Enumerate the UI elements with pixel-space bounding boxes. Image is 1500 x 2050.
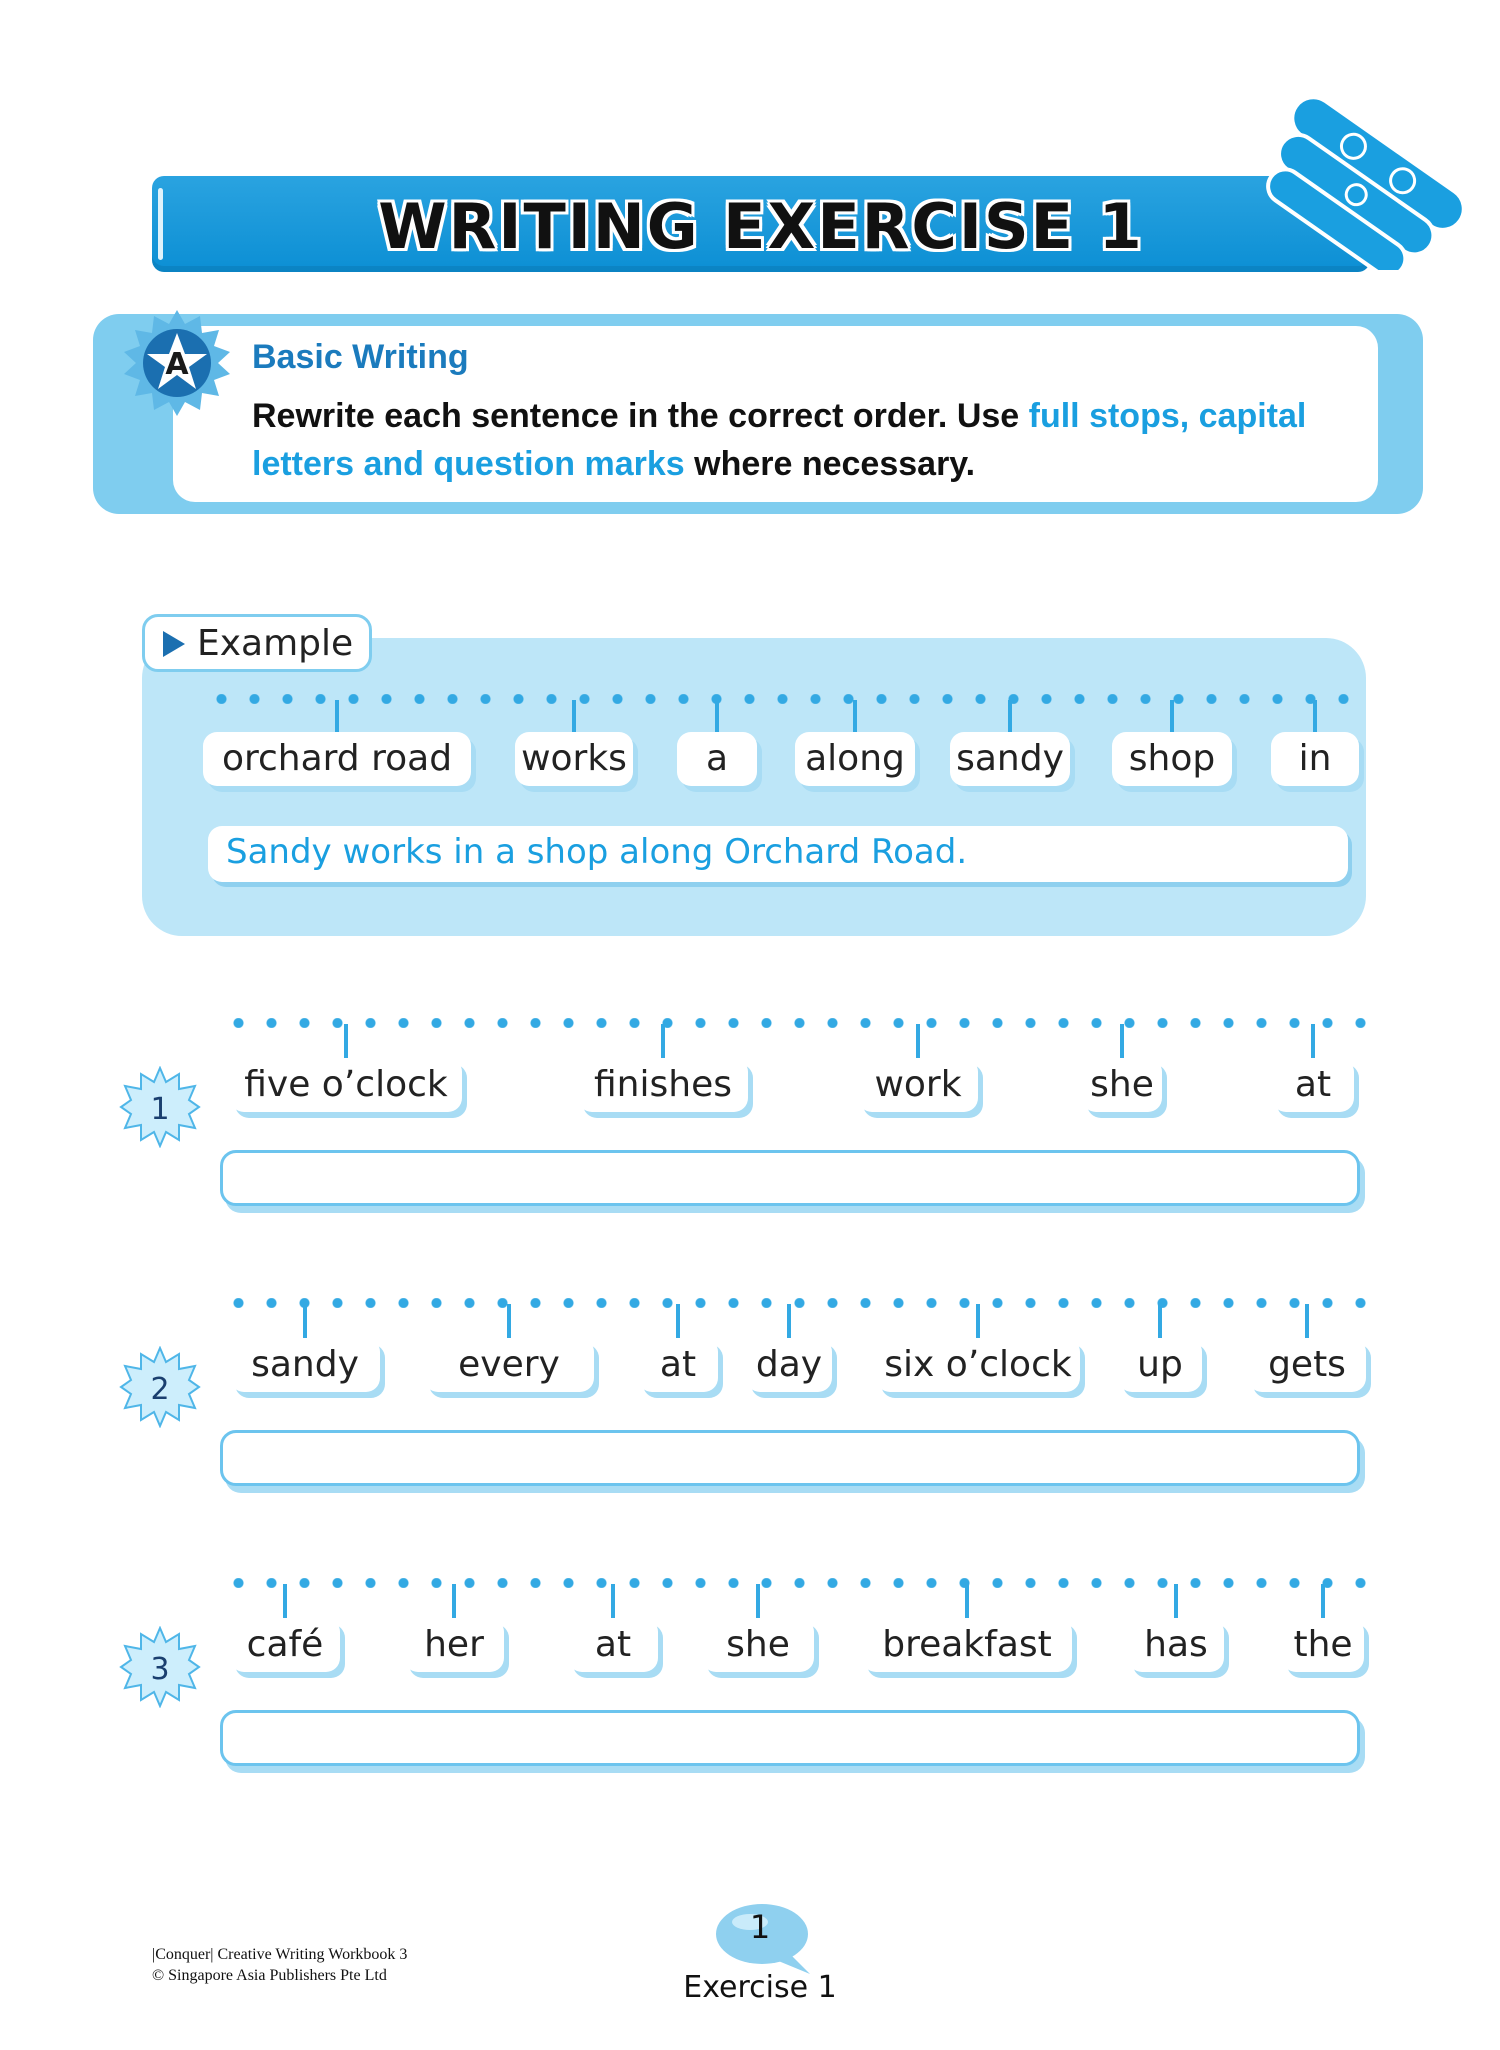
word-chip: she xyxy=(1082,1058,1162,1112)
example-answer-box xyxy=(208,826,1348,882)
word-chip: her xyxy=(404,1618,504,1672)
guide-stem xyxy=(1008,700,1012,732)
section-badge-letter: A xyxy=(165,347,189,382)
guide-stem xyxy=(1321,1584,1325,1618)
title-banner xyxy=(152,176,1370,272)
word-chip: breakfast xyxy=(862,1618,1072,1672)
word-chip: at xyxy=(568,1618,658,1672)
guide-stem xyxy=(853,700,857,732)
word-chip: up xyxy=(1118,1338,1202,1392)
word-chip: work xyxy=(858,1058,978,1112)
dotted-guide xyxy=(222,1018,1372,1028)
decorative-chip-icon xyxy=(1250,80,1490,270)
question-star-badge-icon xyxy=(119,1346,201,1428)
word-chip: sandy xyxy=(950,732,1070,786)
question-star-badge-icon xyxy=(119,1626,201,1708)
guide-stem xyxy=(1311,1024,1315,1058)
credit-line-2: © Singapore Asia Publishers Pte Ltd xyxy=(152,1967,387,1984)
question-number: 1 xyxy=(150,1092,170,1127)
guide-stem xyxy=(965,1584,969,1618)
guide-stem xyxy=(916,1024,920,1058)
guide-stem xyxy=(787,1304,791,1338)
instruction-text: Rewrite each sentence in the correct order. Use xyxy=(252,397,1029,435)
dotted-guide xyxy=(205,694,1365,704)
play-triangle-icon xyxy=(163,631,185,657)
word-chip: a xyxy=(677,732,757,786)
exercise-label: Exercise 1 xyxy=(683,1970,837,2005)
guide-stem xyxy=(1313,700,1317,732)
guide-stem xyxy=(572,700,576,732)
word-chip: at xyxy=(638,1338,718,1392)
answer-input-box[interactable] xyxy=(220,1150,1360,1206)
word-chip: works xyxy=(515,732,633,786)
word-chip: gets xyxy=(1248,1338,1366,1392)
dotted-guide xyxy=(222,1298,1372,1308)
word-chip: at xyxy=(1272,1058,1354,1112)
section-heading: Basic Writing xyxy=(252,338,469,376)
page-title: WRITING EXERCISE 1 xyxy=(378,190,1144,263)
word-chip: café xyxy=(230,1618,340,1672)
answer-input-box[interactable] xyxy=(220,1710,1360,1766)
word-chip: she xyxy=(702,1618,814,1672)
word-chip: along xyxy=(795,732,915,786)
question-number: 2 xyxy=(150,1372,170,1407)
guide-stem xyxy=(715,700,719,732)
guide-stem xyxy=(452,1584,456,1618)
answer-input-box[interactable] xyxy=(220,1430,1360,1486)
guide-stem xyxy=(335,700,339,732)
question-star-badge-icon xyxy=(119,1066,201,1148)
word-chip: day xyxy=(746,1338,832,1392)
example-answer-text: Sandy works in a shop along Orchard Road. xyxy=(226,832,968,872)
guide-stem xyxy=(611,1584,615,1618)
guide-stem xyxy=(1120,1024,1124,1058)
instruction-highlight: full stops, capital letters and question marks xyxy=(252,397,1307,483)
guide-stem xyxy=(303,1304,307,1338)
guide-stem xyxy=(1305,1304,1309,1338)
footer-credit xyxy=(152,1944,407,1986)
section-instruction xyxy=(252,392,1372,488)
word-chip: sandy xyxy=(230,1338,380,1392)
word-chip: has xyxy=(1128,1618,1224,1672)
credit-line-1: |Conquer| Creative Writing Workbook 3 xyxy=(152,1946,408,1963)
star-badge-icon xyxy=(122,308,232,418)
guide-stem xyxy=(661,1024,665,1058)
guide-stem xyxy=(756,1584,760,1618)
example-tab xyxy=(142,614,372,672)
word-chip: orchard road xyxy=(203,732,471,786)
word-chip: five o’clock xyxy=(230,1058,462,1112)
guide-stem xyxy=(976,1304,980,1338)
word-chip: every xyxy=(424,1338,594,1392)
word-chip: the xyxy=(1282,1618,1364,1672)
dotted-guide xyxy=(222,1578,1372,1588)
guide-stem xyxy=(1170,700,1174,732)
page-number: 1 xyxy=(749,1908,771,1946)
guide-stem xyxy=(1174,1584,1178,1618)
word-chip: in xyxy=(1271,732,1359,786)
guide-stem xyxy=(1158,1304,1162,1338)
instruction-text-end: where necessary. xyxy=(684,445,976,483)
guide-stem xyxy=(676,1304,680,1338)
word-chip: finishes xyxy=(578,1058,748,1112)
word-chip: shop xyxy=(1112,732,1232,786)
guide-stem xyxy=(344,1024,348,1058)
question-number: 3 xyxy=(150,1652,170,1687)
example-panel xyxy=(142,638,1366,936)
example-tab-label: Example xyxy=(197,623,354,664)
guide-stem xyxy=(283,1584,287,1618)
guide-stem xyxy=(507,1304,511,1338)
word-chip: six o’clock xyxy=(876,1338,1080,1392)
